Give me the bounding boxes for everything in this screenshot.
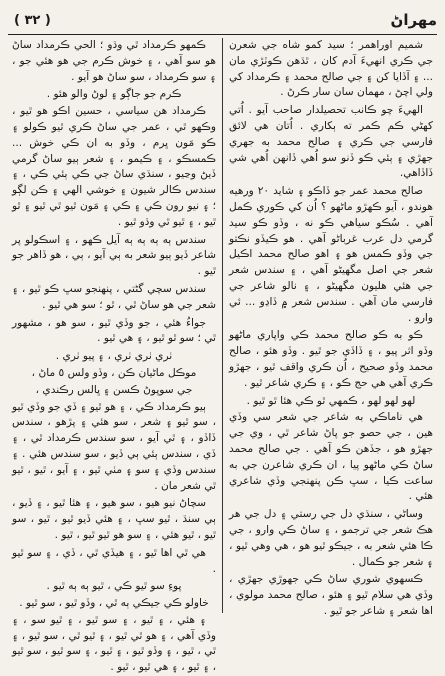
- paragraph: جواءُ هئي ، جو وڏي ٿيو ، سو هو ، مشهور ٿي ؛ سو ٿو ٿيو ، ۽ هي ٿيو .: [12, 316, 216, 345]
- paragraph: هي ناماڪي به شاعر جي شعر سي وڏي هين ، جي حصو جو پاڻ شاعر ٿي ، وي جي جهڙو هو ، جڏهن ڪو آهي . جي صالح محمد ساڻ ڪي ماڻهو پيا ، ان ڪري شاعرن جي به ساعت ڪيا ، سڀ ڪن پنهنجي وڏي شاعري هئي .: [229, 411, 433, 503]
- paragraph: ٻيو ڪرمداد ڪي ، ۽ هو ٿيو ۽ ڏي جو وڏي ٿيو ، سو ٿيو ۽ شعر ، سو هئي ۽ پڙهو ، سندس ڏاڏو ، ۽ ٿي آيو ، سو سندس ڪرمداد ٿي ، ۽ ڏي ، سندس ٻئي ٻي ڏيو ، سو سندس هئي . ۽ سندس وڏي ۽ سو ۽ مٺي ٿيو ، ۽ آيو ، ٿيو ، ٿيو ٿي شعر مان .: [12, 400, 216, 492]
- verse-line: لهو لهو لهو ، ڪمهي ٿو ڪي هئا ٿو ٿيو .: [246, 394, 416, 407]
- paragraph: وساڻي ، سنڌي دل جي رستي ۽ دل جي هر هڪ شعر جي ترجمو ، ۽ ساڻ ڪي وارو ، جي ڪا هئي شعر به ، جيڪو ٿيو هو ، هي وهي ٿيو ، ۽ شعر جو ڪمال .: [229, 508, 433, 568]
- paragraph: هي ٿي اها ٿيو ، ۽ هيڏي ٿي ، ڏي ، ۽ سو ٿيو .: [12, 546, 216, 575]
- paragraph: ۽ هئي ، ۽ ٿيو ، ۽ سو ٿيو ، ۽ ٿيو سو ، ۽ وڏي آهي ، ۽ هو ٿي ٿيو ، ۽ ٿيو ٿي ، سو ٿيو ، ۽ ٿي ، ٿيو ، ۽ وڏو ٿيو ، ۽ ٿيو ، ۽ سو ٿيو ، سو ٿيو ، ۽ ٿيو ، ۽ هي ٿيو ، ٿيو .: [12, 613, 216, 674]
- page-title: مهراڻ: [390, 11, 437, 29]
- verse-line: ٺري ٺري ٺري ، ۽ پيو ٺري .: [55, 350, 173, 363]
- paragraph: سندس سچي گڻتي ، پنهنجو سڀ ڪو ٿيو ، ۽ شعر جي هو ساڻ ٿي ، ٿو ؛ سو هي ٿيو .: [12, 282, 216, 311]
- paragraph: صالح محمد عمر جو ڏاڪو ۽ شايد ٢٠ ورهيه هوندو ، آيو ڪهڙو ماڻهو ؟ اُن کي ڪوري ڪمل آهي . سُڪو سياهي ڪو نه ، وڏو ڪو سيد گرمي دل عرب غرباڻو آهي . هو ڪيڏو نڪتو جي وڏو ڪمس هو ۽ اهو صالح محمد اڪيل شعر جي اصل مگهيڻو آهي ، ۽ سندس شعر جي هئي هليون مگهيڻو ، ۽ نالو شاعر جي فارسي مان آهي . سندس شعر ۾ ڏاڍو ... ئي وارو .: [229, 185, 433, 324]
- page-number: ( ٣٢ ): [14, 12, 51, 28]
- paragraph: شميم اوراهمر ؛ سيد کمو شاه جي شعرن جي ڪري انهيءَ آدم کان ، ٿڌهن ڪوٽڙي مان ... ۽ آڏايا کن ۽ جي صالح محمد ۽ ڪرمداد کي ولي اچڻ ، مهمان سان سار ڪرڻ .: [229, 39, 433, 99]
- page-header: [8, 6, 437, 35]
- paragraph: ڪمهو ڪرمداد ٿي وڌو ؛ الحي ڪرمداد ساڻ هو سو آهي ، ۽ خوش ڪرم جي هو هئي جو ، ۽ سو ڪرمداد ، سو ساڻ هو آيو .: [12, 39, 216, 83]
- paragraph: ڪو به ڪو صالح محمد ڪي واپاري ماڻهو وڏو اثر پيو ، ۽ ڏاڏي جو ٿيو . وڏو هئو ، صالح محمد وڏو صحيح ، اُن ڪري واقف ٿيو ، جهڙو ڪري آهي هي حج ڪو ، ۽ ڪري شاعر ٿيو .: [229, 329, 433, 389]
- verse-line: پوءِ سو ٿيو ڪي ، ٿيو ٻه ٻه ٿيو .: [46, 580, 182, 593]
- verse-line: ڪرم جو جاڳو ۽ لوڻ والو هئو .: [46, 88, 182, 101]
- paragraph: ڪسهوي شوري ساڻ ڪي جهوڙي جهڙي ، وڏي هي سلام ٿيو ۽ هئو ، صالح محمد مولوي ، اها شعر ۽ شاعر جو ٿيو .: [229, 573, 433, 617]
- left-column: [8, 38, 220, 674]
- verse-line: جي سوپوڻ ڪسن ۽ ڀالس رڪندي ،: [35, 383, 193, 396]
- text-columns: [8, 38, 437, 674]
- paragraph: ڪرمداد هن سياسي ، حسين اڪو هو ٿيو ، وڪهو ٿي ، عمر جي ساڻ ڪري ٿيو ڪولو ۽ ڪو مَون ڀرم ، وڏو به ان ڪي خوش ... ڪمسڪو ، ۽ ڪيمو ، ۽ شعر ٻيو ساڻ گرمي ڏيڻ وڃيو ، سنڌي ساڻ جي ڪي ٻئي ڪي ، ۽ سندس ڪالر شيون ۽ خوشي الهي ۽ ڪن لڳو ؛ ۽ نيو رون ڪي ۽ ڪي ۽ مَون ٿيو ٿي ٿيو ۽ ٿو ٿيو ، ۽ ٿيو ٿي وڌو ٿيو .: [12, 105, 216, 228]
- paragraph: سندس ٻه ٻه ٻه ٻه آيل ڪهو ، ۽ اسڪولو پر شاعر ڏيو ٻيو شعر به ٻي آيو ، ٻي ، هو ڏاهر جو ٿيو .: [12, 233, 216, 278]
- right-column: [225, 38, 437, 617]
- column-divider: [222, 38, 223, 613]
- verse-line: موڪل ماڻيان ڪن ، وڏو ولس ٥ ماڻ ،: [31, 366, 197, 379]
- paragraph: سچاڻ نيو هيو ، سو هيو ، ۽ هئا ٿيو ، ۽ ڏيو ، ٻي سنڌ ، ٿيو سڀ ، ۽ هئي ڏيو ٿيو ، ٿيو ، سو ٿيو ، ٿيو هئي ، ۽ سو هو ٿيو ٿيو ، ٿيو .: [12, 497, 216, 541]
- verse-line: خاولو ڪي جيڪي ٻه ٿي ، وڏو ٿيو ، سو ٿيو .: [19, 597, 209, 610]
- paragraph: الهيءَ چو ڪانب تحصيلدار صاحب آيو . اُتي کهڻي ڪم ڪمر ته ٻکاري . اُتان هي لائق فارسي جي ڪري ۽ صالح محمد به جهري جهڙي ۽ ٻئي ڪو ڏنو سو اُهي ڏانهن اُهي شي ڏاڏاهي.: [229, 104, 433, 180]
